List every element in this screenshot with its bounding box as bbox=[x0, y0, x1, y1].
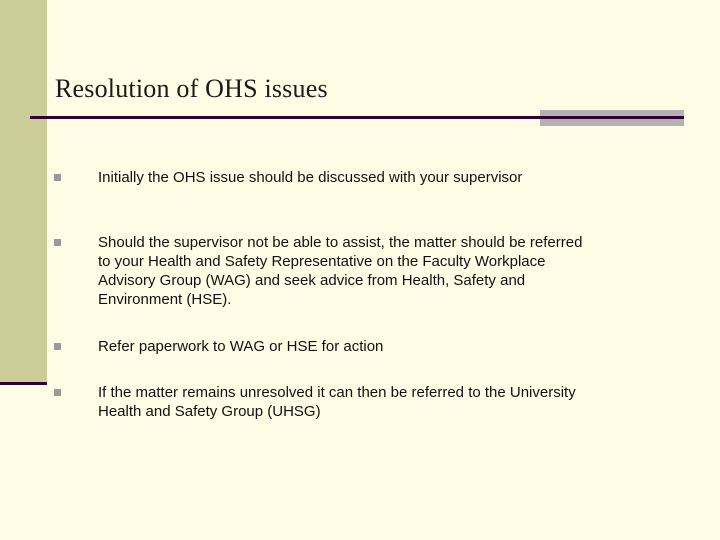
bullet-text: Should the supervisor not be able to assist, the matter should be referred to your Health and Safety Representative on the Faculty Workplace Advisory Group (WAG) and seek advice from Health, Safety and Environment (HSE). bbox=[98, 234, 583, 308]
bullet-text: Refer paperwork to WAG or HSE for action bbox=[98, 338, 384, 355]
square-bullet-icon bbox=[54, 239, 61, 246]
slide-title: Resolution of OHS issues bbox=[55, 74, 328, 103]
square-bullet-icon bbox=[54, 174, 61, 181]
bullet-text: If the matter remains unresolved it can then be referred to the University Health and Safety Group (UHSG) bbox=[98, 384, 576, 420]
square-bullet-icon bbox=[54, 343, 61, 350]
square-bullet-icon bbox=[54, 389, 61, 396]
bullet-text: Initially the OHS issue should be discussed with your supervisor bbox=[98, 169, 523, 186]
